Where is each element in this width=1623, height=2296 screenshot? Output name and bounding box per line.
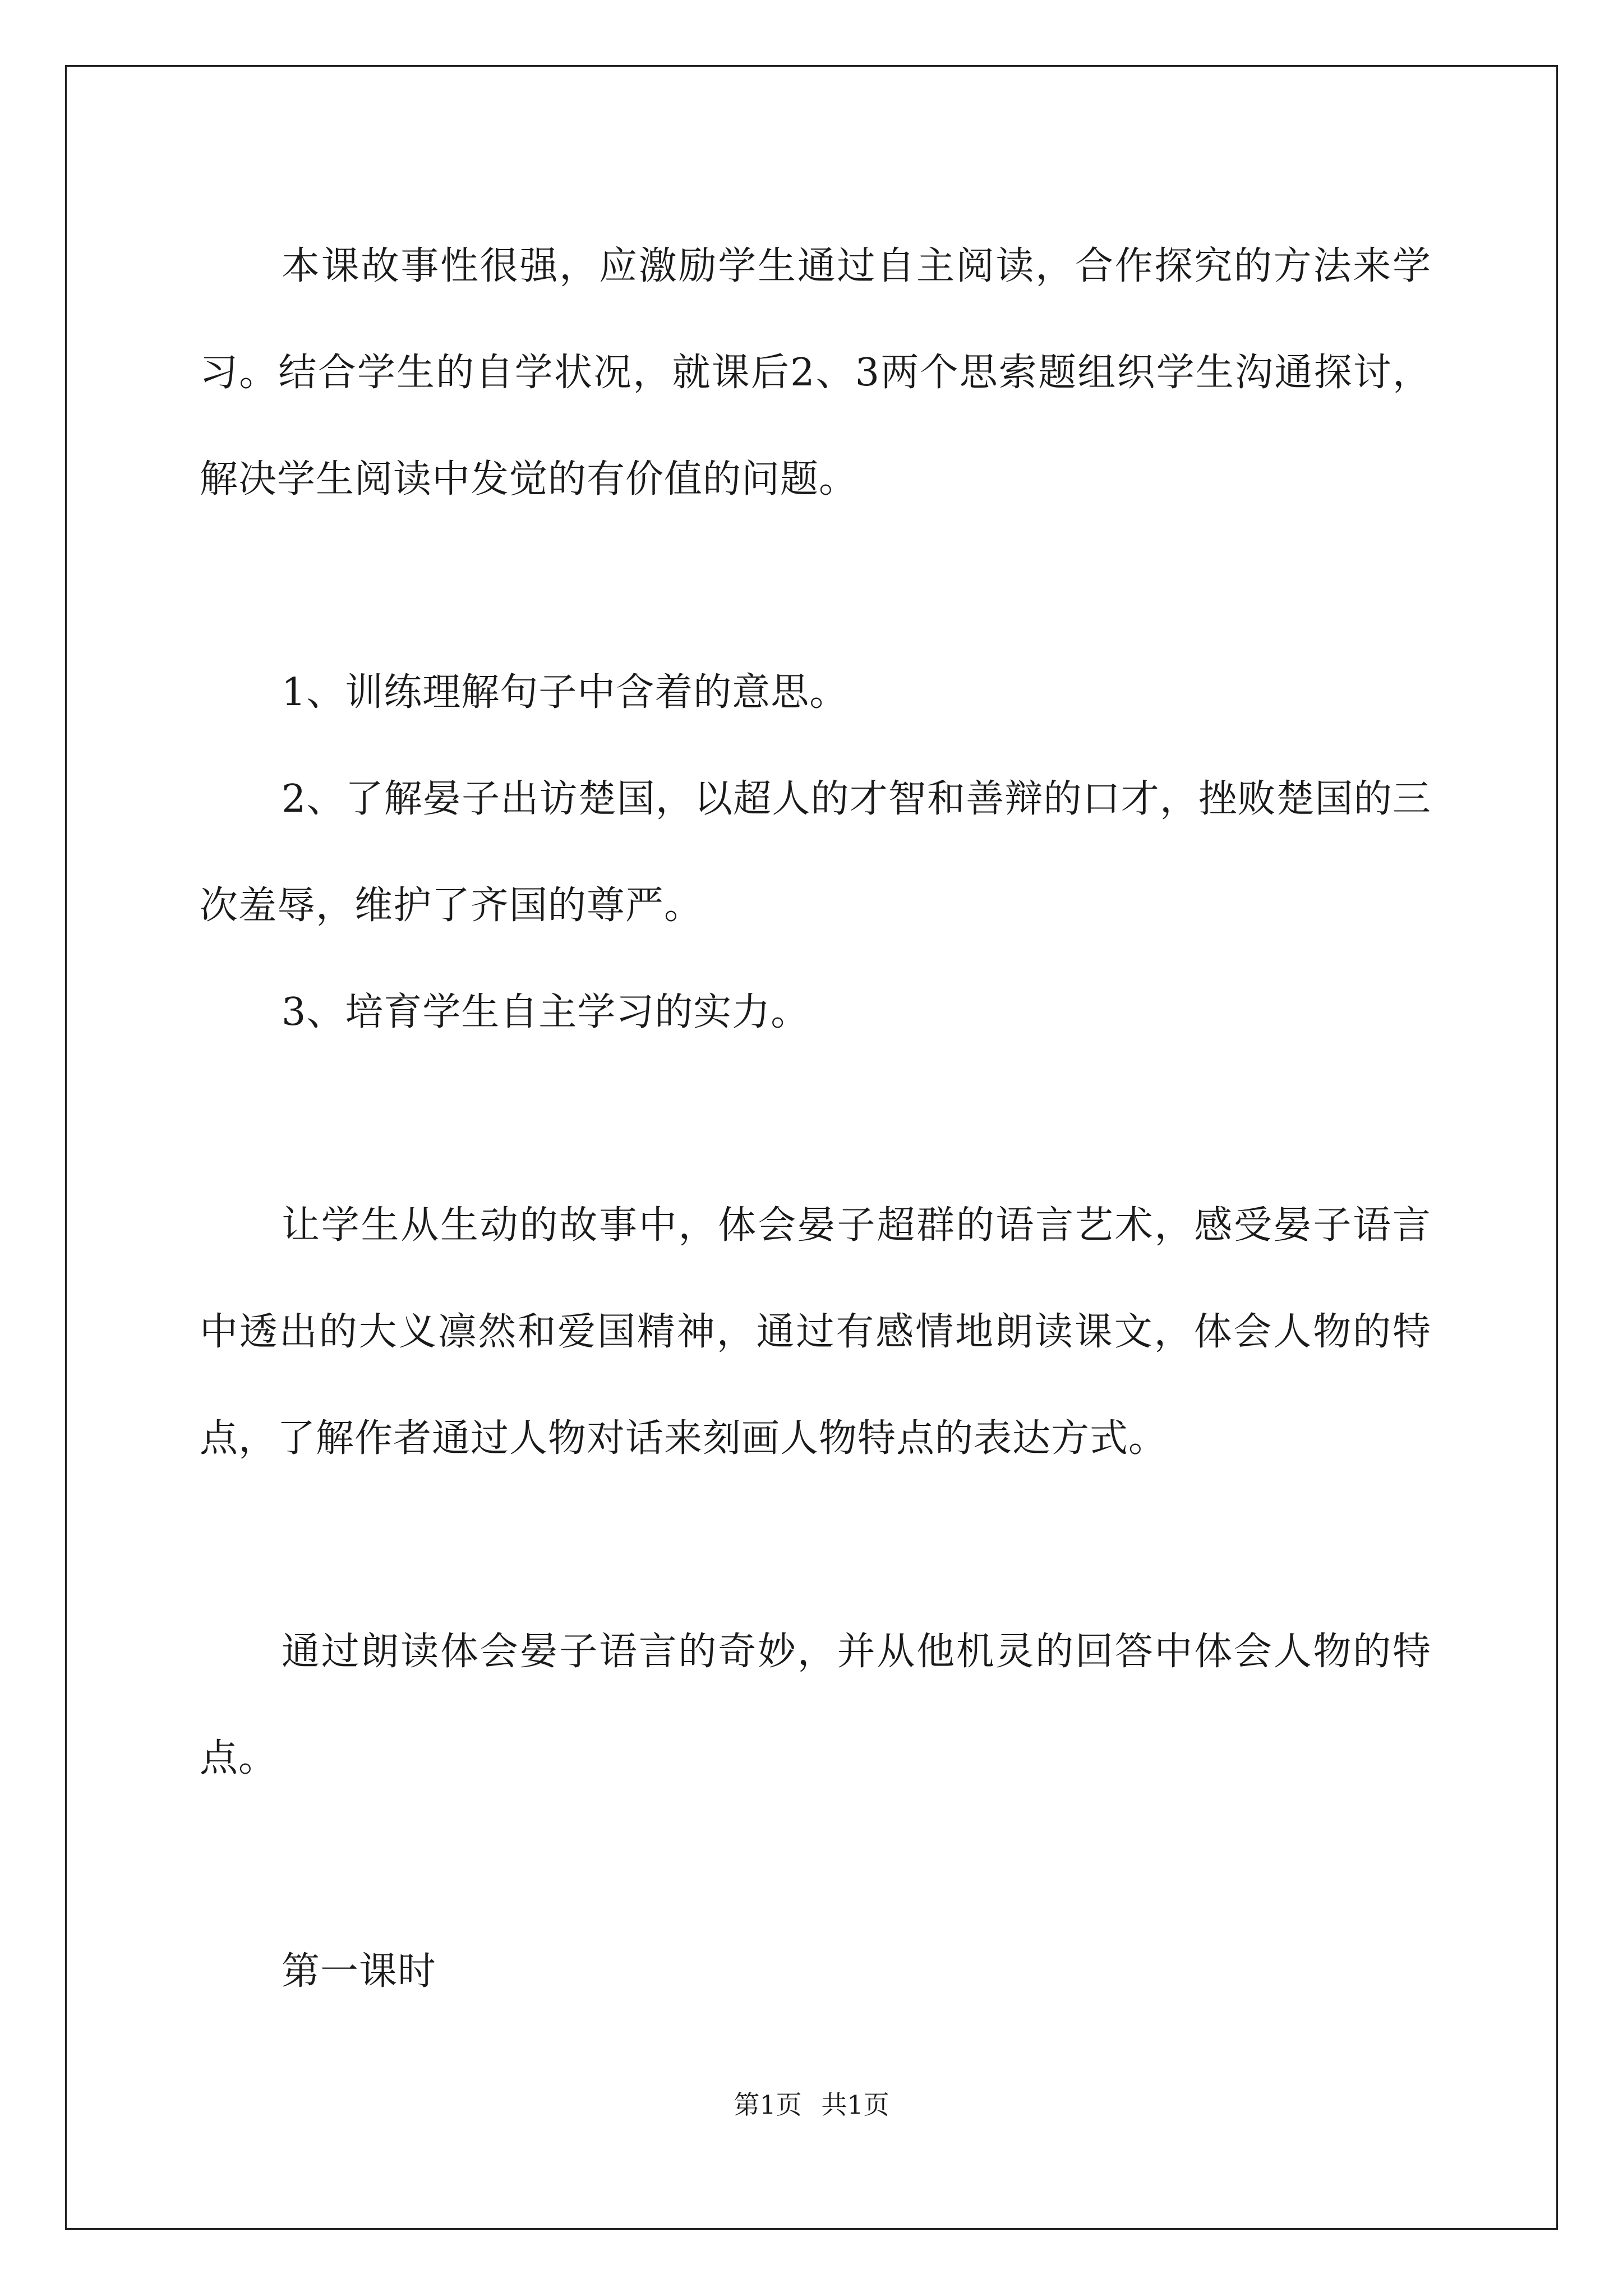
- page-footer: [0, 2088, 1623, 2122]
- paragraph-gap: [200, 1812, 1431, 1918]
- paragraph-gap: [200, 1066, 1431, 1172]
- objective-2: 2、了解晏子出访楚国，以超人的才智和善辩的口才，挫败楚国的三次羞辱，维护了齐国的尊严。: [200, 777, 1431, 928]
- paragraph-gap: [200, 533, 1431, 639]
- paragraph-key-points: 让学生从生动的故事中，体会晏子超群的语言艺术，感受晏子语言中透出的大义凛然和爱国精神，通过有感情地朗读课文，体会人物的特点，了解作者通过人物对话来刻画人物特点的表达方式。: [200, 1203, 1431, 1461]
- page-number-total: 共1页: [821, 2090, 889, 2120]
- objective-3: 3、培育学生自主学习的实力。: [282, 990, 810, 1034]
- paragraph-difficulty: 通过朗读体会晏子语言的奇妙，并从他机灵的回答中体会人物的特点。: [200, 1630, 1431, 1780]
- section-heading-first-lesson: 第一课时: [282, 1949, 437, 1994]
- page-number-current: 第1页: [734, 2090, 802, 2120]
- document-body: [200, 213, 1431, 2025]
- paragraph-gap: [200, 1492, 1431, 1599]
- objective-1: 1、训练理解句子中含着的意思。: [282, 670, 849, 715]
- paragraph-teaching-method: 本课故事性很强，应激励学生通过自主阅读，合作探究的方法来学习。结合学生的自学状况，就课后2、3两个思索题组织学生沟通探讨，解决学生阅读中发觉的有价值的问题。: [200, 244, 1431, 501]
